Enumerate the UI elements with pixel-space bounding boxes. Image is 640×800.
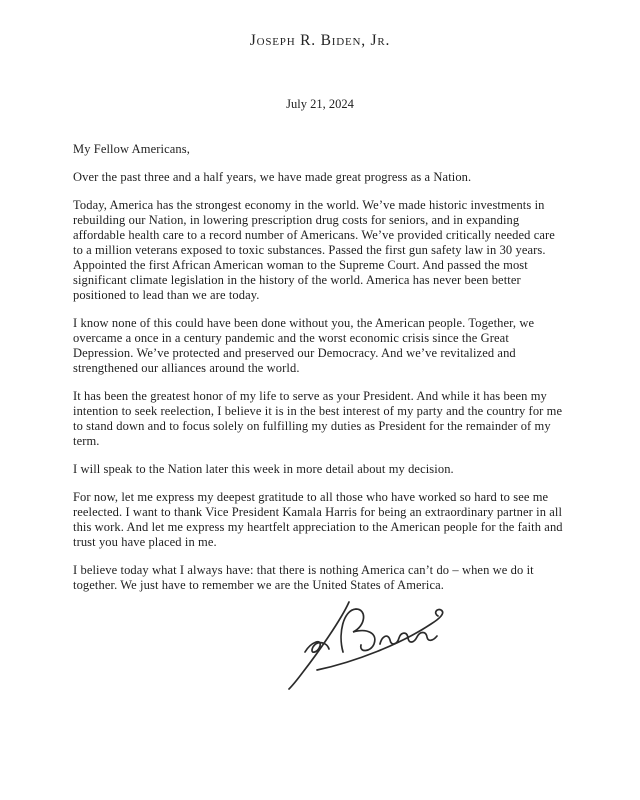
text-line: to stand down and to focus solely on fulfilling my duties as President for the remainder of my — [73, 419, 551, 433]
text-line: For now, let me express my deepest gratitude to all those who have worked so hard to see me — [73, 490, 549, 504]
text-line: trust you have placed in me. — [73, 535, 217, 549]
text-line: Depression. We’ve protected and preserved our Democracy. And we’ve revitalized and — [73, 346, 516, 360]
paragraph — [73, 490, 573, 550]
paragraph — [73, 316, 573, 376]
text-line: together. We just have to remember we are the United States of America. — [73, 578, 445, 592]
text-line: My Fellow Americans, — [73, 142, 190, 156]
paragraph — [73, 198, 573, 303]
signature-joe-biden — [283, 600, 461, 694]
text-line: I believe today what I always have: that there is nothing America can’t do – when we do it — [73, 563, 534, 577]
text-line: Today, America has the strongest economy in the world. We’ve made historic investments in — [73, 198, 545, 212]
text-line: this work. And let me express my heartfelt appreciation to the American people for the faith and — [73, 520, 563, 534]
text-line: term. — [73, 434, 100, 448]
text-line: to a million veterans exposed to toxic substances. Passed the first gun safety law in 30 years. — [73, 243, 546, 257]
text-line: strengthened our alliances around the world. — [73, 361, 300, 375]
text-line: Over the past three and a half years, we have made great progress as a Nation. — [73, 170, 472, 184]
paragraph — [73, 142, 573, 157]
text-line: I will speak to the Nation later this week in more detail about my decision. — [73, 462, 454, 476]
letter-date: July 21, 2024 — [286, 97, 354, 111]
text-line: intention to seek reelection, I believe it is in the best interest of my party and the country for me — [73, 404, 563, 418]
letter-body — [73, 142, 573, 694]
letterhead-name: Joseph R. Biden, Jr. — [249, 32, 391, 49]
text-line: positioned to lead than we are today. — [73, 288, 260, 302]
paragraph — [73, 563, 573, 593]
paragraph — [73, 389, 573, 449]
text-line: rebuilding our Nation, in lowering prescription drug costs for seniors, and in expanding — [73, 213, 520, 227]
text-line: overcame a once in a century pandemic and the worst economic crisis since the Great — [73, 331, 509, 345]
paragraph — [73, 170, 573, 185]
text-line: significant climate legislation in the history of the world. America has never been better — [73, 273, 521, 287]
text-line: Appointed the first African American woman to the Supreme Court. And passed the most — [73, 258, 528, 272]
text-line: reelected. I want to thank Vice President Kamala Harris for being an extraordinary partner in all — [73, 505, 563, 519]
paragraph — [73, 462, 573, 477]
text-line: affordable health care to a record number of Americans. We’ve provided critically needed care — [73, 228, 555, 242]
text-line: It has been the greatest honor of my life to serve as your President. And while it has been my — [73, 389, 547, 403]
text-line: I know none of this could have been done without you, the American people. Together, we — [73, 316, 535, 330]
